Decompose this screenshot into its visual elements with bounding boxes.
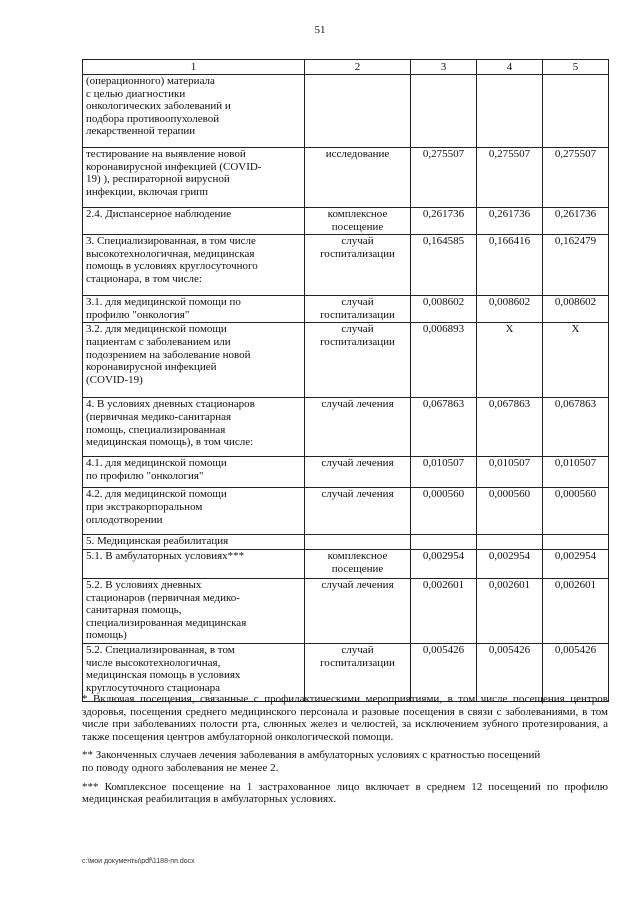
column-header: 4 (477, 60, 543, 75)
table-row (83, 75, 609, 148)
page-number: 51 (314, 24, 326, 36)
unit-cell: комплексное посещение (305, 208, 411, 235)
value-cell-col5: 0,067863 (543, 398, 609, 457)
unit-cell: случай лечения (305, 488, 411, 535)
table-header-row (83, 60, 609, 75)
row-name-cell: 3.2. для медицинской помощи пациентам с заболеванием или подозрением на заболевание новой коронавирусной инфекцией (COVID-19) (83, 323, 305, 398)
column-header: 5 (543, 60, 609, 75)
unit-cell: случай лечения (305, 457, 411, 488)
value-cell-col5 (543, 75, 609, 148)
value-cell-col3 (411, 75, 477, 148)
unit-cell: случай лечения (305, 578, 411, 643)
value-cell-col5: 0,261736 (543, 208, 609, 235)
value-cell-col3: 0,008602 (411, 296, 477, 323)
value-cell-col3: 0,002601 (411, 578, 477, 643)
row-name-cell: 3. Специализированная, в том числе высокотехнологичная, медицинская помощь в условиях круглосуточного стационара, в том числе: (83, 235, 305, 296)
unit-cell: случай госпитализации (305, 296, 411, 323)
row-name-cell: 5.2. В условиях дневных стационаров (первичная медико- санитарная помощь, специализированная медицинская помощь) (83, 578, 305, 643)
value-cell-col3: 0,006893 (411, 323, 477, 398)
value-cell-col4: 0,010507 (477, 457, 543, 488)
value-cell-col5: 0,010507 (543, 457, 609, 488)
value-cell-col4: Х (477, 323, 543, 398)
value-cell-col5: 0,002954 (543, 549, 609, 578)
table-row (83, 535, 609, 550)
value-cell-col5 (543, 535, 609, 550)
column-header: 1 (83, 60, 305, 75)
unit-cell: случай госпитализации (305, 235, 411, 296)
footnote-1: * Включая посещения, связанные с профилактическими мероприятиями, в том числе посещения центров здоровья, посещения среднего медицинского персонала и разовые посещения в связи с заболеваниями, в том числе при заболеваниях полости рта, слюнных желез и челюстей, за исключением зубного протезирования, а также посещения центров амбулаторной онкологической помощи. (82, 693, 608, 743)
table-row (83, 208, 609, 235)
table-row (83, 457, 609, 488)
value-cell-col4: 0,008602 (477, 296, 543, 323)
row-name-cell: 3.1. для медицинской помощи по профилю "онкология" (83, 296, 305, 323)
footnote-2-line-2: по поводу одного заболевания не менее 2. (82, 761, 279, 774)
row-name-cell: 5. Медицинская реабилитация (83, 535, 305, 550)
unit-cell: исследование (305, 148, 411, 208)
row-name-cell: (операционного) материала с целью диагностики онкологических заболеваний и подбора противоопухолевой лекарственной терапии (83, 75, 305, 148)
row-name-cell: 4.1. для медицинской помощи по профилю "онкология" (83, 457, 305, 488)
value-cell-col3: 0,164585 (411, 235, 477, 296)
value-cell-col3: 0,005426 (411, 643, 477, 701)
table-row (83, 398, 609, 457)
unit-cell (305, 535, 411, 550)
value-cell-col4: 0,005426 (477, 643, 543, 701)
value-cell-col5: Х (543, 323, 609, 398)
table-row (83, 578, 609, 643)
file-path-footer: c:\мои документы\pdf\1188-пп.docx (82, 858, 195, 865)
unit-cell: случай госпитализации (305, 643, 411, 701)
table-row (83, 235, 609, 296)
table-row (83, 296, 609, 323)
table-row (83, 549, 609, 578)
value-cell-col4: 0,002954 (477, 549, 543, 578)
column-header: 3 (411, 60, 477, 75)
value-cell-col4: 0,002601 (477, 578, 543, 643)
value-cell-col3: 0,002954 (411, 549, 477, 578)
row-name-cell: 4. В условиях дневных стационаров (первичная медико-санитарная помощь, специализированная медицинская помощь), в том числе: (83, 398, 305, 457)
value-cell-col4: 0,261736 (477, 208, 543, 235)
unit-cell (305, 75, 411, 148)
value-cell-col4: 0,000560 (477, 488, 543, 535)
footnote-2 (82, 749, 608, 774)
footnotes (82, 693, 608, 812)
footnote-3: *** Комплексное посещение на 1 застрахованное лицо включает в среднем 12 посещений по профилю медицинская реабилитация в амбулаторных условиях. (82, 780, 608, 806)
value-cell-col3 (411, 535, 477, 550)
value-cell-col4 (477, 535, 543, 550)
value-cell-col5: 0,000560 (543, 488, 609, 535)
row-name-cell: 4.2. для медицинской помощи при экстракорпоральном оплодотворении (83, 488, 305, 535)
table-row (83, 323, 609, 398)
value-cell-col3: 0,010507 (411, 457, 477, 488)
value-cell-col3: 0,067863 (411, 398, 477, 457)
value-cell-col4: 0,275507 (477, 148, 543, 208)
row-name-cell: 5.2. Специализированная, в том числе высокотехнологичная, медицинская помощь в условиях круглосуточного стационара (83, 643, 305, 701)
value-cell-col5: 0,002601 (543, 578, 609, 643)
unit-cell: комплексное посещение (305, 549, 411, 578)
unit-cell: случай госпитализации (305, 323, 411, 398)
footnote-2-line-1: ** Законченных случаев лечения заболевания в амбулаторных условиях с кратностью посещений (82, 749, 541, 762)
row-name-cell: 5.1. В амбулаторных условиях*** (83, 549, 305, 578)
row-name-cell: тестирование на выявление новой коронавирусной инфекцией (COVID- 19) ), респираторной вирусной инфекции, включая грипп (83, 148, 305, 208)
value-cell-col3: 0,000560 (411, 488, 477, 535)
value-cell-col4: 0,166416 (477, 235, 543, 296)
value-cell-col4 (477, 75, 543, 148)
value-cell-col3: 0,275507 (411, 148, 477, 208)
value-cell-col4: 0,067863 (477, 398, 543, 457)
value-cell-col5: 0,005426 (543, 643, 609, 701)
data-table (82, 59, 609, 702)
value-cell-col5: 0,275507 (543, 148, 609, 208)
unit-cell: случай лечения (305, 398, 411, 457)
table-row (83, 488, 609, 535)
row-name-cell: 2.4. Диспансерное наблюдение (83, 208, 305, 235)
column-header: 2 (305, 60, 411, 75)
value-cell-col3: 0,261736 (411, 208, 477, 235)
table-row (83, 148, 609, 208)
value-cell-col5: 0,008602 (543, 296, 609, 323)
value-cell-col5: 0,162479 (543, 235, 609, 296)
